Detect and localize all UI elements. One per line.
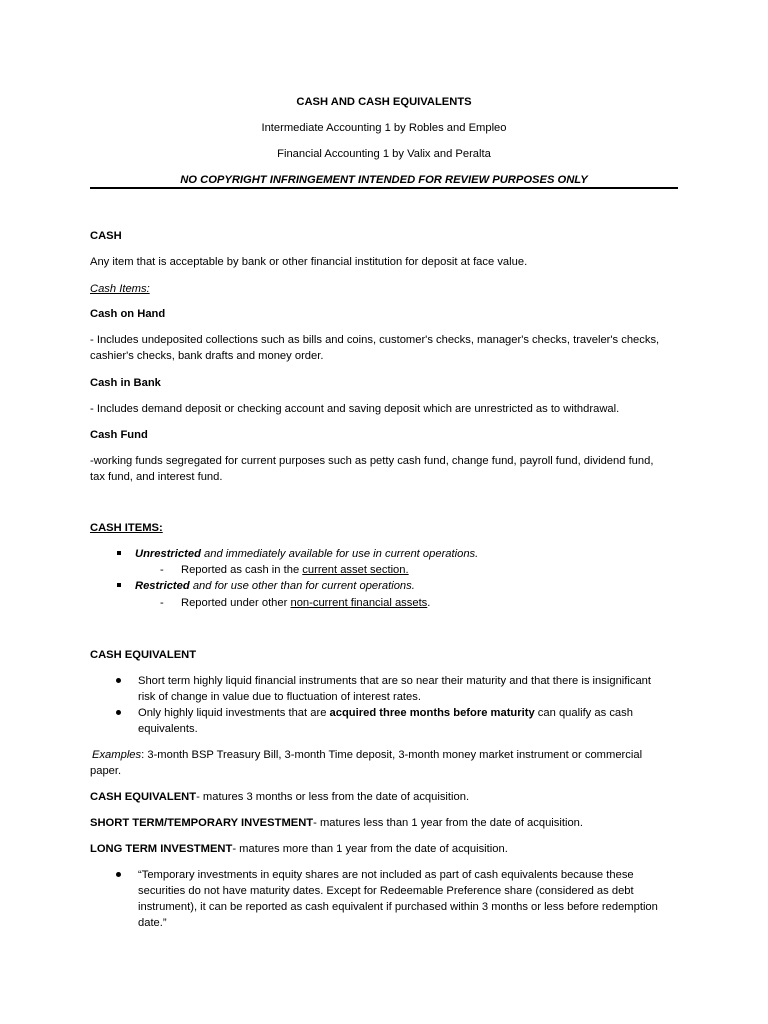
examples-label: Examples xyxy=(92,749,142,761)
short-term-text: - matures less than 1 year from the date of acquisition. xyxy=(313,817,584,829)
cash-on-hand-text-2: cashier's checks, bank drafts and money order. xyxy=(90,350,324,362)
bullet-icon xyxy=(116,872,121,877)
cash-in-bank-heading: Cash in Bank xyxy=(90,377,161,389)
copyright-notice: NO COPYRIGHT INFRINGEMENT INTENDED FOR REVIEW PURPOSES ONLY xyxy=(180,174,588,186)
reference-1: Intermediate Accounting 1 by Robles and Empleo xyxy=(261,122,507,134)
cash-fund-text-1: -working funds segregated for current purposes such as petty cash fund, change fund, payroll fund, dividend fund, xyxy=(90,455,654,467)
reference-2: Financial Accounting 1 by Valix and Peralta xyxy=(277,148,491,160)
long-term-line xyxy=(90,841,508,857)
ce-bullet-2-text: Only highly liquid investments that are xyxy=(138,707,330,719)
short-term-label: SHORT TERM/TEMPORARY INVESTMENT xyxy=(90,817,314,829)
restricted-text: and for use other than for current operations. xyxy=(189,580,415,592)
long-term-label: LONG TERM INVESTMENT xyxy=(90,843,233,855)
reported-as-cash-text: Reported as cash in the xyxy=(181,564,303,576)
long-term-text: - matures more than 1 year from the date of acquisition. xyxy=(232,843,508,855)
reported-under-other-text: Reported under other xyxy=(181,597,291,609)
restricted-label: Restricted xyxy=(135,580,190,592)
dash-bullet-icon: - xyxy=(160,597,164,609)
cash-items-heading: CASH ITEMS: xyxy=(90,522,163,534)
ce-maturity-text: - matures 3 months or less from the date of acquisition. xyxy=(196,791,470,803)
ce-maturity-label: CASH EQUIVALENT xyxy=(90,791,197,803)
reported-under-other xyxy=(181,595,430,611)
header-divider xyxy=(90,187,678,189)
quote-line-4: date.” xyxy=(138,917,167,929)
ce-maturity-line xyxy=(90,789,469,805)
current-asset-section: current asset section. xyxy=(302,564,409,576)
restricted-item xyxy=(135,578,415,594)
ce-bullet-2-text-end: can qualify as cash xyxy=(534,707,633,719)
cash-definition: Any item that is acceptable by bank or other financial institution for deposit at face value. xyxy=(90,256,528,268)
non-current-financial-assets: non-current financial assets xyxy=(290,597,428,609)
square-bullet-icon xyxy=(117,583,121,587)
ce-bullet-2-line-2: equivalents. xyxy=(138,723,198,735)
cash-on-hand-text-1: - Includes undeposited collections such as bills and coins, customer's checks, manager's checks, traveler's checks, xyxy=(90,334,660,346)
cash-fund-heading: Cash Fund xyxy=(90,429,148,441)
unrestricted-label: Unrestricted xyxy=(135,548,201,560)
bullet-icon xyxy=(116,678,121,683)
ce-bullet-2-line-1 xyxy=(138,705,633,721)
quote-line-3: instrument), it can be reported as cash equivalent if purchased within 3 months or less before redemption xyxy=(138,901,658,913)
cash-on-hand-heading: Cash on Hand xyxy=(90,308,166,320)
square-bullet-icon xyxy=(117,551,121,555)
reported-as-cash xyxy=(181,562,409,578)
cash-fund-text-2: tax fund, and interest fund. xyxy=(90,471,223,483)
document-title: CASH AND CASH EQUIVALENTS xyxy=(296,96,472,108)
short-term-line xyxy=(90,815,583,831)
ce-bullet-1-line-1: Short term highly liquid financial instruments that are so near their maturity and that there is insignificant xyxy=(138,675,652,687)
unrestricted-text: and immediately available for use in current operations. xyxy=(200,548,479,560)
examples-line-1 xyxy=(92,747,642,763)
ce-bullet-1-line-2: risk of change in value due to fluctuation of interest rates. xyxy=(138,691,421,703)
dash-bullet-icon: - xyxy=(160,564,164,576)
bullet-icon xyxy=(116,710,121,715)
quote-line-1: “Temporary investments in equity shares are not included as part of cash equivalents because these xyxy=(138,869,634,881)
period: . xyxy=(427,597,431,609)
ce-bullet-2-emphasis: acquired three months before maturity xyxy=(329,707,535,719)
quote-line-2: securities do not have maturity dates. Except for Redeemable Preference share (considered as debt xyxy=(138,885,634,897)
unrestricted-item xyxy=(135,546,478,562)
cash-in-bank-text: - Includes demand deposit or checking account and saving deposit which are unrestricted as to withdrawal. xyxy=(90,403,620,415)
examples-text: : 3-month BSP Treasury Bill, 3-month Time deposit, 3-month money market instrument or commercial xyxy=(141,749,643,761)
examples-line-2: paper. xyxy=(90,765,122,777)
cash-equivalent-heading: CASH EQUIVALENT xyxy=(90,649,197,661)
cash-items-label: Cash Items: xyxy=(90,283,150,295)
cash-heading: CASH xyxy=(90,230,122,242)
